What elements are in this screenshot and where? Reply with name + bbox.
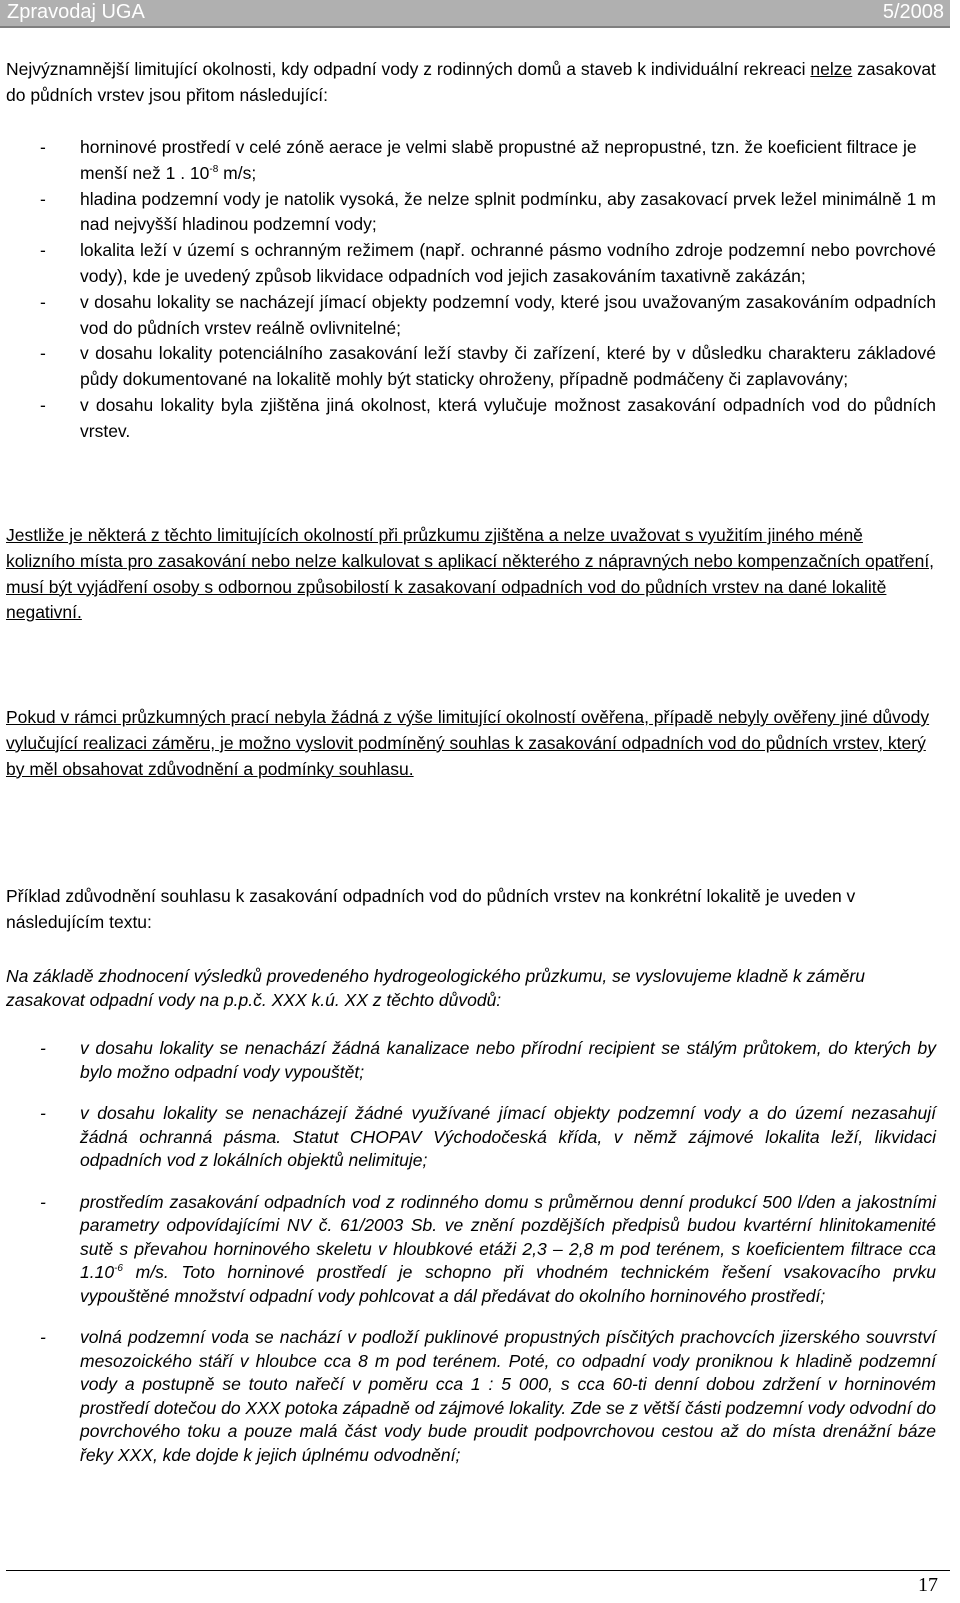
list-item: - v dosahu lokality se nenachází žádná kanalizace nebo přírodní recipient se stálým průtokem, do kterých by bylo možno odpadní vody vypouštět; (40, 1038, 936, 1082)
list-item: - hladina podzemní vody je natolik vysoká, že nelze splnit podmínku, aby zasakovací prvek ležel minimálně 1 m nad nejvyšší hladinou podzemní vody; (40, 188, 936, 235)
list-item: - horninové prostředí v celé zóně aerace je velmi slabě propustné až nepropustné, tzn. že koeficient filtrace je menší než 1 . $10^{-8}$ m/s; (40, 137, 917, 183)
intro-underlined-word: nelze (810, 59, 853, 79)
list-item: - v dosahu lokality byla zjištěna jiná okolnost, která vylučuje možnost zasakování odpadních vod do půdních vrstev. (40, 394, 936, 441)
intro-paragraph: Nejvýznamnější limitující okolnosti, kdy odpadní vody z rodinných domů a staveb k individuální rekreaci nelze zasakovat do půdních vrstev jsou přitom následující: (6, 59, 936, 105)
list-item: - lokalita leží v území s ochranným režimem (např. ochranné pásmo vodního zdroje podzemní nebo povrchové vody), kde je uvedený způsob likvidace odpadních vod jejich zasakováním taxativně zakázán; (40, 240, 936, 286)
list-item: - v dosahu lokality se nacházejí jímací objekty podzemní vody, které jsou uvažovaným zasakováním odpadních vod do půdních vrstev reálně ovlivnitelné; (40, 291, 936, 338)
list-item: - v dosahu lokality se nenacházejí žádné využívané jímací objekty podzemní vody a do území nezasahují žádná ochranná pásma. Statut CHOPAV Východočeská křída, v němž zájmové lokalita leží, likvidaci odpadních vod z lokálních objektů nelimituje; (40, 1103, 936, 1170)
list-item: - v dosahu lokality potenciálního zasakování leží stavby či zařízení, které by v důsledku charakteru základové půdy dokumentované na lokalitě mohly být staticky ohroženy, případně podmáčeny či zaplavovány; (40, 343, 936, 390)
page-number: 17 (918, 1574, 938, 1596)
negative-condition-paragraph: Jestliže je některá z těchto limitujících okolností při průzkumu zjištěna a nelze uvažovat s využitím jiného méně kolizního místa pro zasakování nebo nelze kalkulovat s aplikací některého z nápravných nebo kompenzačních opatření, musí být vyjádření osoby s odbornou způsobilostí k zasakovaní odpadních vod do půdních vrstev na dané lokalitě negativní. (6, 525, 935, 623)
page-header (0, 0, 950, 28)
example-list (6, 1037, 936, 1485)
positive-condition-paragraph: Pokud v rámci průzkumných prací nebyla žádná z výše limitující okolností ověřena, případě nebyly ověřeny jiné důvody vylučující realizaci záměru, je možno vyslovit podmíněný souhlas k zasakování odpadních vod do půdních vrstev, který by měl obsahovat zdůvodnění a podmínky souhlasu. (6, 707, 930, 779)
conditions-list (6, 135, 936, 445)
list-item: - volná podzemní voda se nachází v podloží puklinové propustných písčitých prachovcích jizerského souvrství mesozoického stáří v hloubce cca 8 m pod terénem. Poté, co odpadní vody proniknou k hladině podzemní vody a postupně se touto nařečí v poměru cca 1 : 5 000, s cca 60-ti denní dobou zdržení v horninovém prostředí dotečou do XXX potoka západně od zájmové lokality. Zde se z větší části podzemní vody odvodní do povrchového toku a pouze malá část vody bude proudit podpovrchovou cestou až do místa drenážní báze řeky XXX, kde dojde k jejich úplnému odvodnění; (40, 1327, 936, 1465)
publication-title: Zpravodaj UGA (7, 1, 145, 23)
list-item: - prostředím zasakování odpadních vod z rodinného domu s průměrnou denní produkcí 500 l/den a jakostními parametry odpovídajícími NV č. 61/2003 Sb. ve znění pozdějších předpisů budou kvartérní hlinitokamenité sutě s převahou horninového skeletu v hloubkové etáži 2,3 – 2,8 m pod terénem, s koeficientem filtrace cca $1.10^{-6}$ m/s. Toto horninové prostředí je schopno při vhodném technickém řešení vsakovacího prvku vypouštěné množství odpadní vody pohlcovat a dál předávat do okolního horninového prostředí; (40, 1191, 936, 1306)
footer-divider (6, 1570, 950, 1571)
example-intro-paragraph: Příklad zdůvodnění souhlasu k zasakování odpadních vod do půdních vrstev na konkrétní lokalitě je uveden v následujícím textu: (6, 886, 856, 932)
example-lead: Na základě zhodnocení výsledků provedeného hydrogeologického průzkumu, se vyslovujeme kladně k záměru zasakovat odpadní vody na p.p.č. XXX k.ú. XX z těchto důvodů: (6, 966, 865, 1010)
issue-number: 5/2008 (882, 1, 944, 23)
